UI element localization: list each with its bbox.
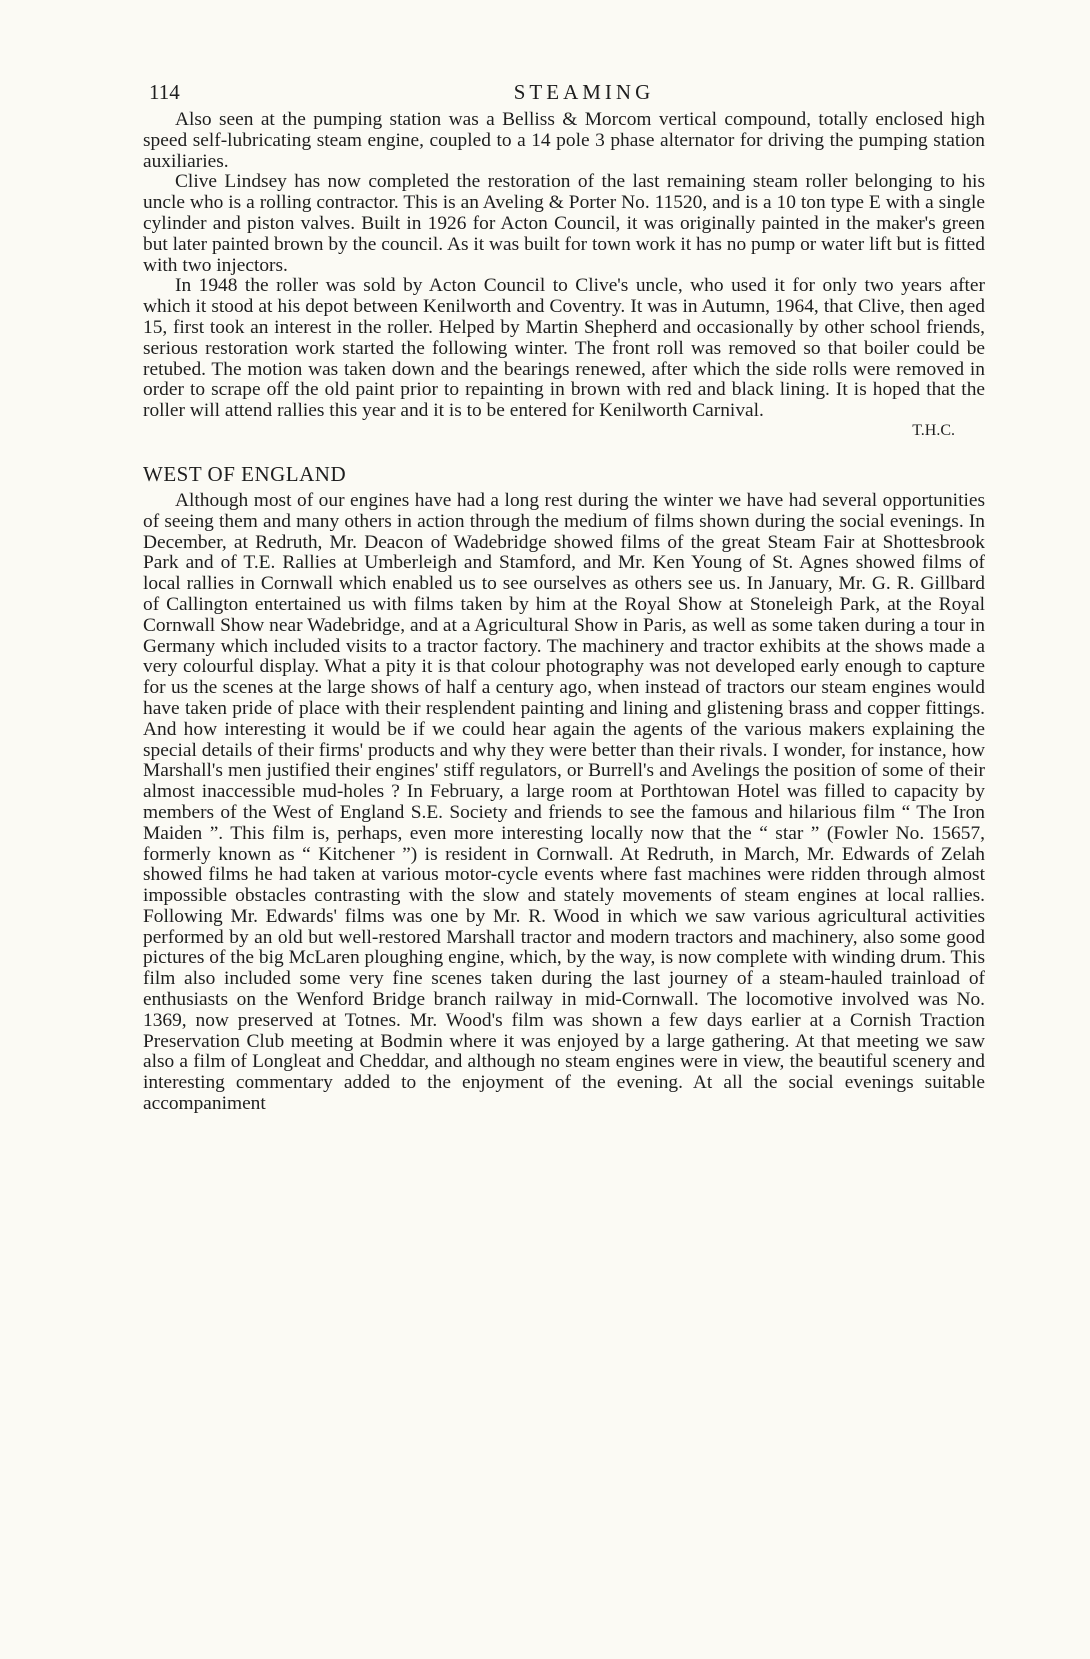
author-initials: T.H.C.	[912, 421, 955, 439]
paragraph: In 1948 the roller was sold by Acton Council to Clive's uncle, who used it for only two years after which it stood at his depot between Kenilworth and Coventry. It was in Autumn, 1964, that Clive, then aged 15, first took an interest in the roller. Helped by Martin Shepherd and occasionally by other school friends, serious restoration work started the following winter. The front roll was removed so that boiler could be retubed. The motion was taken down and the bearings renewed, after which the side rolls were removed in order to scrape off the old paint prior to repainting in brown with red and black lining. It is hoped that the roller will attend rallies this year and it is to be entered for Kenilworth Carnival.	[143, 275, 985, 422]
paragraph: Clive Lindsey has now completed the restoration of the last remaining steam roller belonging to his uncle who is a rolling contractor. This is an Aveling & Porter No. 11520, and is a 10 ton type E with a single cylinder and piston valves. Built in 1926 for Acton Council, it was originally painted in the maker's green but later painted brown by the council. As it was built for town work it has no pump or water lift but is fitted with two injectors.	[143, 171, 985, 276]
page-number: 114	[149, 80, 180, 104]
book-page	[143, 76, 985, 1115]
west-of-england-section	[143, 462, 985, 1115]
paragraph: Although most of our engines have had a long rest during the winter we have had several opportunities of seeing them and many others in action through the medium of films shown during the social evenings. In December, at Redruth, Mr. Deacon of Wadebridge showed films of the great Steam Fair at Shottesbrook Park and of T.E. Rallies at Umberleigh and Stamford, and Mr. Ken Young of St. Agnes showed films of local rallies in Cornwall which enabled us to see ourselves as others see us. In January, Mr. G. R. Gillbard of Callington entertained us with films taken by him at the Royal Show at Stoneleigh Park, at the Royal Cornwall Show near Wadebridge, and at a Agricultural Show in Paris, as well as some taken during a tour in Germany which included visits to a tractor factory. The machinery and tractor exhibits at the shows made a very colourful display. What a pity it is that colour photography was not developed early enough to capture for us the scenes at the large shows of half a century ago, when instead of tractors our steam engines would have taken pride of place with their resplendent painting and lining and glistening brass and copper fittings. And how interesting it would be if we could hear again the agents of the various makers explaining the special details of their firms' products and why they were better than their rivals. I wonder, for instance, how Marshall's men justified their engines' stiff regulators, or Burrell's and Avelings the position of some of their almost inaccessible mud-holes ? In February, a large room at Porthtowan Hotel was filled to capacity by members of the West of England S.E. Society and friends to see the famous and hilarious film “ The Iron Maiden ”. This film is, perhaps, even more interesting locally now that the “ star ” (Fowler No. 15657, formerly known as “ Kitchener ”) is resident in Cornwall. At Redruth, in March, Mr. Edwards of Zelah showed films he had taken at various motor-cycle events where fast machines were ridden through almost impossible obstacles contrasting with the slow and stately movements of steam engines at local rallies. Following Mr. Edwards' films was one by Mr. R. Wood in which we saw various agricultural activities performed by an old but well-restored Marshall tractor and modern tractors and machinery, also some good pictures of the big McLaren ploughing engine, which, by the way, is now complete with winding drum. This film also included some very fine scenes taken during the last journey of a steam-hauled trainload of enthusiasts on the Wenford Bridge branch railway in mid-Cornwall. The locomotive involved was No. 1369, now preserved at Totnes. Mr. Wood's film was shown a few days earlier at a Cornish Traction Preservation Club meeting at Bodmin where it was enjoyed by a large gathering. At that meeting we saw also a film of Longleat and Cheddar, and although no steam engines were in view, the beautiful scenery and interesting commentary added to the enjoyment of the evening. At all the social evenings suitable accompaniment	[143, 489, 985, 1115]
paragraph: Also seen at the pumping station was a Belliss & Morcom vertical compound, totally enclosed high speed self-lubricating steam engine, coupled to a 14 pole 3 phase alternator for driving the pumping station auxiliaries.	[143, 109, 985, 172]
section-heading: WEST OF ENGLAND	[143, 461, 347, 486]
running-title: STEAMING	[513, 80, 655, 104]
signoff-row	[143, 422, 985, 440]
pumping-station-section	[143, 110, 985, 440]
running-head	[143, 76, 985, 110]
